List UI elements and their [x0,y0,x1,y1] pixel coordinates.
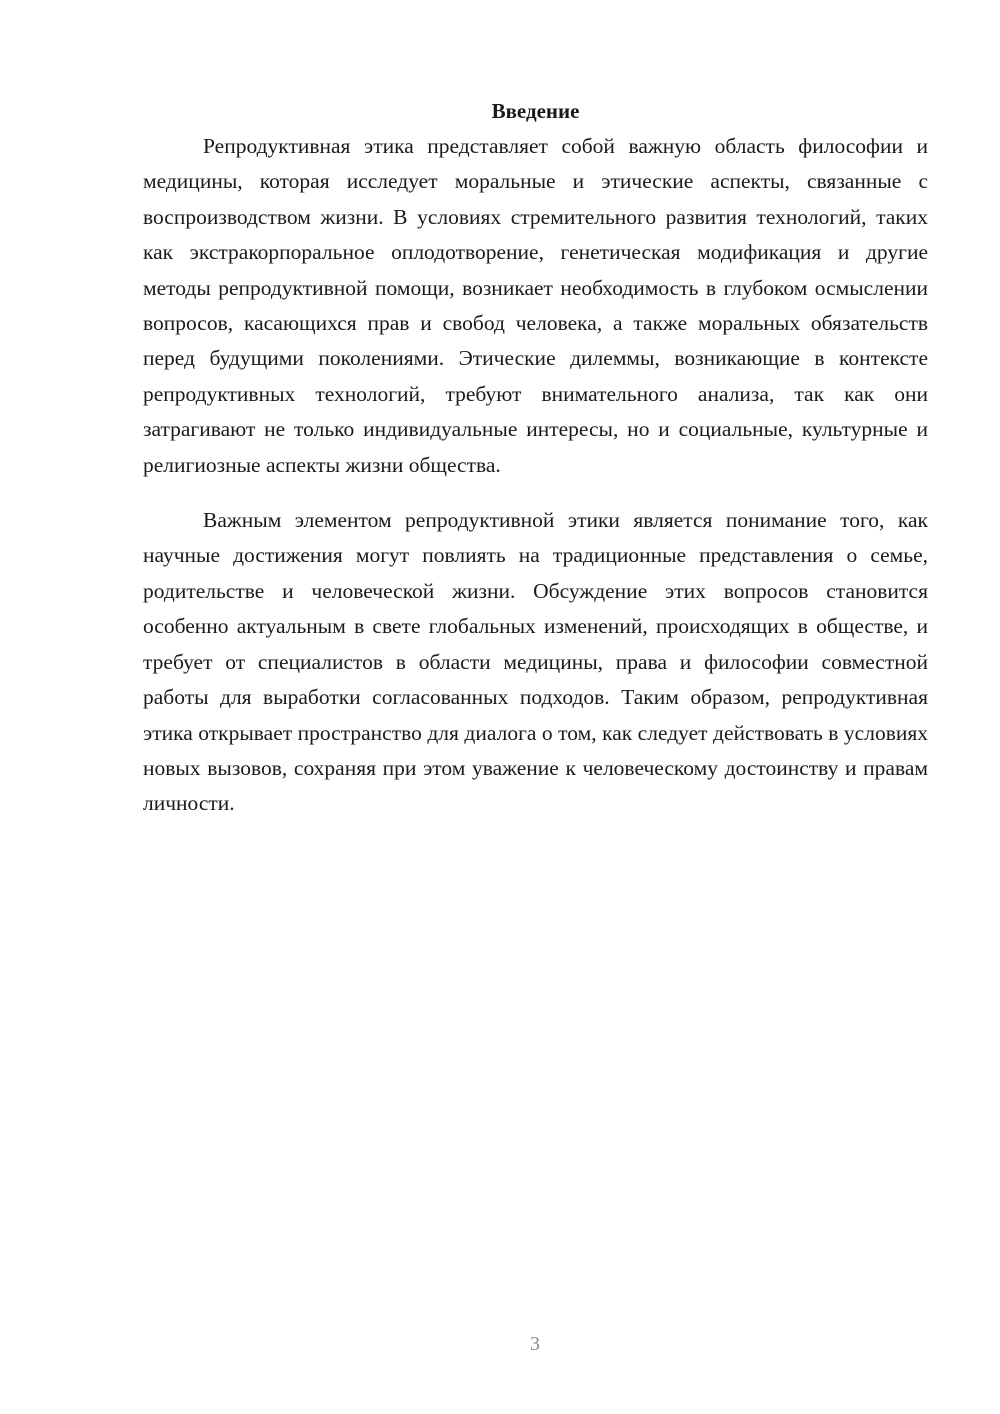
section-heading: Введение [491,99,580,123]
page-content [143,96,928,822]
paragraph-2: Важным элементом репродуктивной этики является понимание того, как научные достижения могут повлиять на традиционные представления о семье, родительстве и человеческой жизни. Обсуждение этих вопросов становится особенно актуальным в свете глобальных изменений, происходящих в обществе, и требует от специалистов в области медицины, права и философии совместной работы для выработки согласованных подходов. Таким образом, репродуктивная этика открывает пространство для диалога о том, как следует действовать в условиях новых вызовов, сохраняя при этом уважение к человеческому достоинству и правам личности. [143,508,928,816]
page-number: 3 [530,1333,540,1355]
paragraph-1: Репродуктивная этика представляет собой важную область философии и медицины, которая исследует моральные и этические аспекты, связанные с воспроизводством жизни. В условиях стремительного развития технологий, таких как экстракорпоральное оплодотворение, генетическая модификация и другие методы репродуктивной помощи, возникает необходимость в глубоком осмыслении вопросов, касающихся прав и свобод человека, а также моральных обязательств перед будущими поколениями. Этические дилеммы, возникающие в контексте репродуктивных технологий, требуют внимательного анализа, так как они затрагивают не только индивидуальные интересы, но и социальные, культурные и религиозные аспекты жизни общества. [143,134,928,477]
